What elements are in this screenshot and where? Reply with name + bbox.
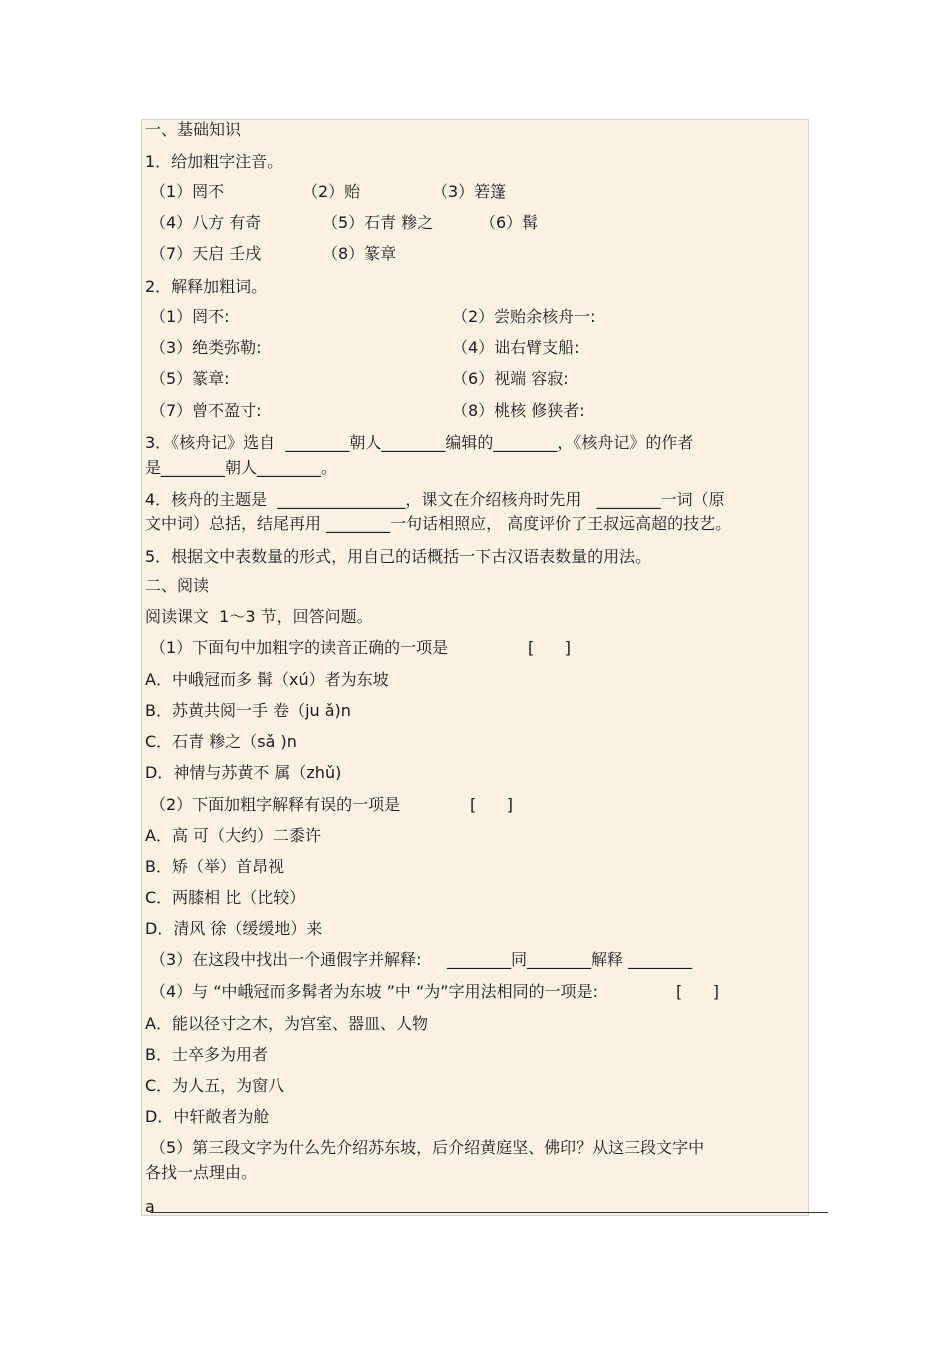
- q2-item: （7）曾不盈寸:: [150, 401, 262, 420]
- q1-item: （1）罔不: [150, 182, 225, 201]
- option: D．清风 徐（缓缓地）来: [145, 919, 323, 938]
- option: A．中峨冠而多 髯（xú）者为东坡: [145, 670, 389, 689]
- q2-item: （5）篆章:: [150, 369, 230, 388]
- q3-line: 3．《核舟记》选自 ________朝人________编辑的________，《核舟记》的作者: [145, 433, 694, 452]
- q2-item: （3）绝类弥勒:: [150, 338, 262, 357]
- q1-title: 1．给加粗字注音。: [145, 152, 284, 171]
- section-heading-reading: 二、阅读: [145, 576, 210, 595]
- q1-item: （4）八方 有奇: [150, 213, 262, 232]
- option: B．矫（举）首昂视: [145, 857, 284, 876]
- q2-title: 2．解释加粗词。: [145, 277, 268, 296]
- q2-item: （2）尝贻余核舟一:: [452, 307, 596, 326]
- q4-line: 文中词）总括，结尾再用 ________一句话相照应， 高度评价了王叔远高超的技艺。: [145, 514, 732, 533]
- option: D．中轩敞者为舱: [145, 1107, 270, 1126]
- q1-item: （2）贻: [302, 182, 361, 201]
- section-heading-basics: 一、基础知识: [145, 120, 242, 139]
- sub4-prompt: （4）与 “中峨冠而多髯者为东坡 ”中 “为”字用法相同的一项是:: [150, 982, 598, 1001]
- q1-item: （8）篆章: [322, 244, 397, 263]
- q2-item: （8）桃核 修狭者:: [452, 401, 585, 420]
- option: C．为人五，为窗八: [145, 1076, 285, 1095]
- answer-label: a: [145, 1197, 155, 1216]
- sub2-prompt: （2）下面加粗字解释有误的一项是: [150, 795, 401, 814]
- option: B．士卒多为用者: [145, 1045, 268, 1064]
- option: D．神情与苏黄不 属（zhǔ): [145, 763, 342, 782]
- q2-item: （1）罔不:: [150, 307, 230, 326]
- sub1-answer-bracket[interactable]: [ ]: [528, 638, 571, 657]
- sub5-line: 各找一点理由。: [145, 1163, 258, 1182]
- reading-intro: 阅读课文 1～3 节，回答问题。: [145, 607, 373, 626]
- q2-item: （4）诎右臂支船:: [452, 338, 580, 357]
- answer-line[interactable]: [150, 1212, 828, 1213]
- option: A．能以径寸之木，为宫室、器皿、人物: [145, 1014, 428, 1033]
- sub5-line: （5）第三段文字为什么先介绍苏东坡，后介绍黄庭坚、佛印？从这三段文字中: [150, 1138, 705, 1157]
- sub2-answer-bracket[interactable]: [ ]: [470, 795, 513, 814]
- q3-line: 是________朝人________。: [145, 458, 338, 477]
- option: A．高 可（大约）二黍许: [145, 826, 322, 845]
- q4-line: 4．核舟的主题是 ________________，课文在介绍核舟时先用 ________一词（原: [145, 490, 725, 509]
- sub3-text: （3）在这段中找出一个通假字并解释: ________同________解释 ________: [150, 950, 693, 969]
- option: B．苏黄共阅一手 卷（ju ǎ)n: [145, 701, 351, 720]
- option: C．石青 糁之（sǎ )n: [145, 732, 297, 751]
- q5-text: 5．根据文中表数量的形式，用自己的话概括一下古汉语表数量的用法。: [145, 547, 652, 566]
- sub4-answer-bracket[interactable]: [ ]: [676, 982, 719, 1001]
- q1-item: （5）石青 糁之: [322, 213, 434, 232]
- sub1-prompt: （1）下面句中加粗字的读音正确的一项是: [150, 638, 449, 657]
- option: C．两膝相 比（比较）: [145, 888, 306, 907]
- q1-item: （6）髯: [480, 213, 539, 232]
- q1-item: （7）天启 壬戌: [150, 244, 262, 263]
- q2-item: （6）视端 容寂:: [452, 369, 569, 388]
- q1-item: （3）箬篷: [432, 182, 507, 201]
